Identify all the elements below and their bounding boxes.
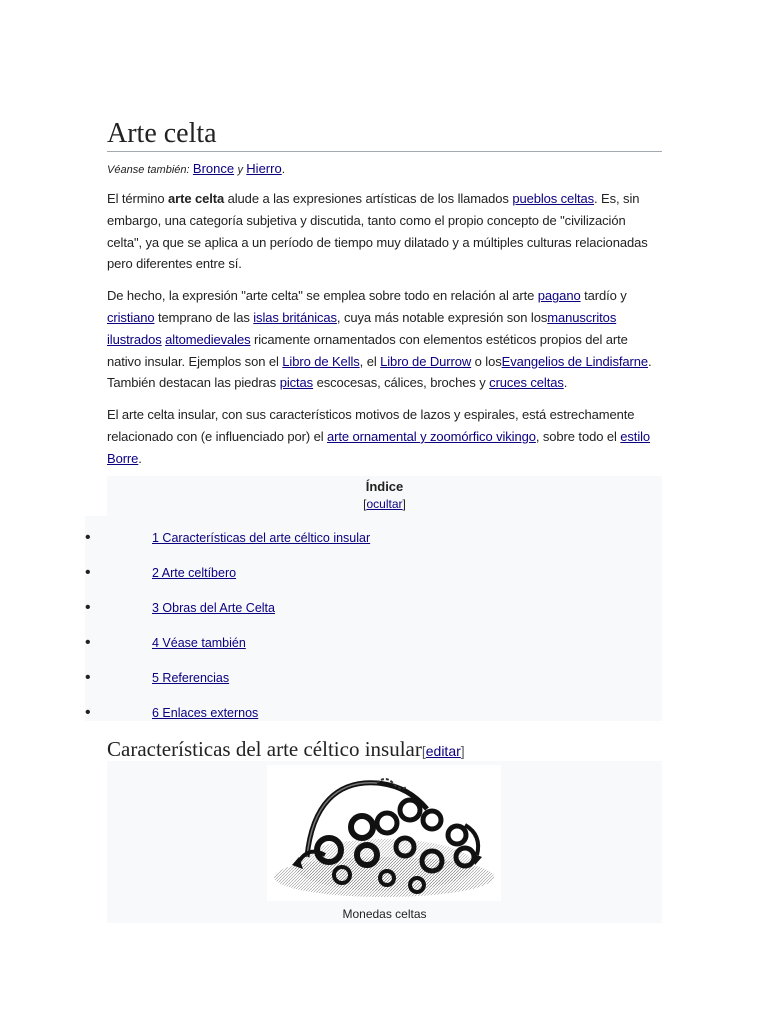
toc-toggle [107, 496, 662, 512]
text: El arte celta insular, con sus característicos motivos de lazos y espirales, está estrechamente relacionado con (e influenciado por) el [107, 407, 635, 444]
text: , el [359, 353, 381, 369]
toc-title: Índice [365, 479, 404, 494]
toc-link-caracteristicas[interactable]: 1 Características del arte céltico insular [152, 531, 371, 545]
bracket: ] [460, 743, 465, 759]
text: . [138, 450, 142, 466]
page-title: Arte celta [107, 118, 662, 152]
toc-header [107, 476, 662, 516]
bullet: • [85, 599, 91, 616]
link-cristiano[interactable]: cristiano [107, 309, 155, 325]
toc-link-referencias[interactable]: 5 Referencias [152, 671, 230, 685]
link-islas-britanicas[interactable]: islas británicas [253, 309, 337, 325]
paragraph-intro [107, 188, 662, 275]
celtic-coins-image[interactable] [267, 765, 501, 901]
edit-section [422, 743, 465, 759]
link-bronce[interactable]: Bronce [192, 161, 235, 176]
link-hierro[interactable]: Hierro [246, 161, 282, 176]
hatnote-conj: y [237, 164, 243, 176]
section-title: Características del arte céltico insular [107, 737, 422, 761]
text: escocesas, cálices, broches y [313, 375, 490, 391]
text: , cuya más notable expresión son los [336, 309, 548, 325]
toc-link-vease-tambien[interactable]: 4 Véase también [152, 636, 246, 650]
bracket: [ [363, 497, 367, 511]
paragraph-insular [107, 404, 662, 469]
toc-list [85, 516, 662, 721]
article-body [107, 118, 662, 470]
bullet: • [85, 564, 91, 581]
link-manuscritos-ilustrados[interactable]: manuscritos ilustrados [107, 309, 617, 347]
link-arte-vikingo[interactable]: arte ornamental y zoomórfico vikingo [327, 428, 536, 444]
figure-thumbnail [107, 761, 662, 923]
text: De hecho, la expresión "arte celta" se emplea sobre todo en relación al arte [107, 288, 538, 304]
text: ricamente ornamentados con elementos estéticos propios del arte nativo insular. Ejemplos son el [107, 331, 628, 369]
bullet: • [85, 634, 91, 651]
edit-link[interactable]: editar [425, 743, 461, 759]
link-libro-de-kells[interactable]: Libro de Kells [282, 353, 360, 369]
text: El término [107, 191, 169, 206]
link-altomedievales[interactable]: altomedievales [165, 331, 251, 347]
link-libro-de-durrow[interactable]: Libro de Durrow [380, 353, 472, 369]
link-evangelios-de-lindisfarne[interactable]: Evangelios de Lindisfarne [501, 353, 649, 369]
text: . [563, 375, 568, 391]
bracket: ] [402, 497, 406, 511]
link-pagano[interactable]: pagano [537, 288, 581, 304]
bullet: • [85, 704, 91, 721]
text: temprano de las [154, 309, 254, 325]
text: . Es, sin embargo, una categoría subjetiva y discutida, tanto como el propio concepto de "civilización celta", ya que se aplica a un período de tiempo muy dilatado y a múltiples culturas relacionadas pero diferentes entre sí. [107, 191, 648, 272]
text: tardío y [580, 288, 627, 304]
text: , sobre todo el [535, 428, 621, 444]
toc-hide-link[interactable]: ocultar [366, 497, 403, 511]
toc-link-obras[interactable]: 3 Obras del Arte Celta [152, 601, 275, 615]
bullet: • [85, 669, 91, 686]
link-cruces-celtas[interactable]: cruces celtas [489, 375, 564, 391]
toc-link-enlaces-externos[interactable]: 6 Enlaces externos [152, 706, 259, 720]
link-pictas[interactable]: pictas [279, 375, 314, 391]
toc-link-arte-celtibero[interactable]: 2 Arte celtíbero [152, 566, 237, 580]
hatnote-prefix: Véanse también: [107, 164, 190, 176]
hatnote [107, 161, 662, 178]
engraving-illustration [267, 765, 501, 901]
text: alude a las expresiones artísticas de los llamados [224, 191, 513, 206]
bullet: • [85, 529, 91, 546]
text: . También destacan las piedras [107, 353, 652, 391]
bold-term: arte celta [168, 191, 225, 206]
bracket: [ [421, 743, 426, 759]
paragraph-context [107, 285, 662, 394]
link-estilo-borre[interactable]: estilo Borre [107, 428, 651, 466]
link-pueblos-celtas[interactable]: pueblos celtas [512, 191, 595, 206]
text: o los [471, 353, 502, 369]
figure-caption: Monedas celtas [342, 907, 427, 921]
hatnote-end: . [281, 162, 286, 176]
